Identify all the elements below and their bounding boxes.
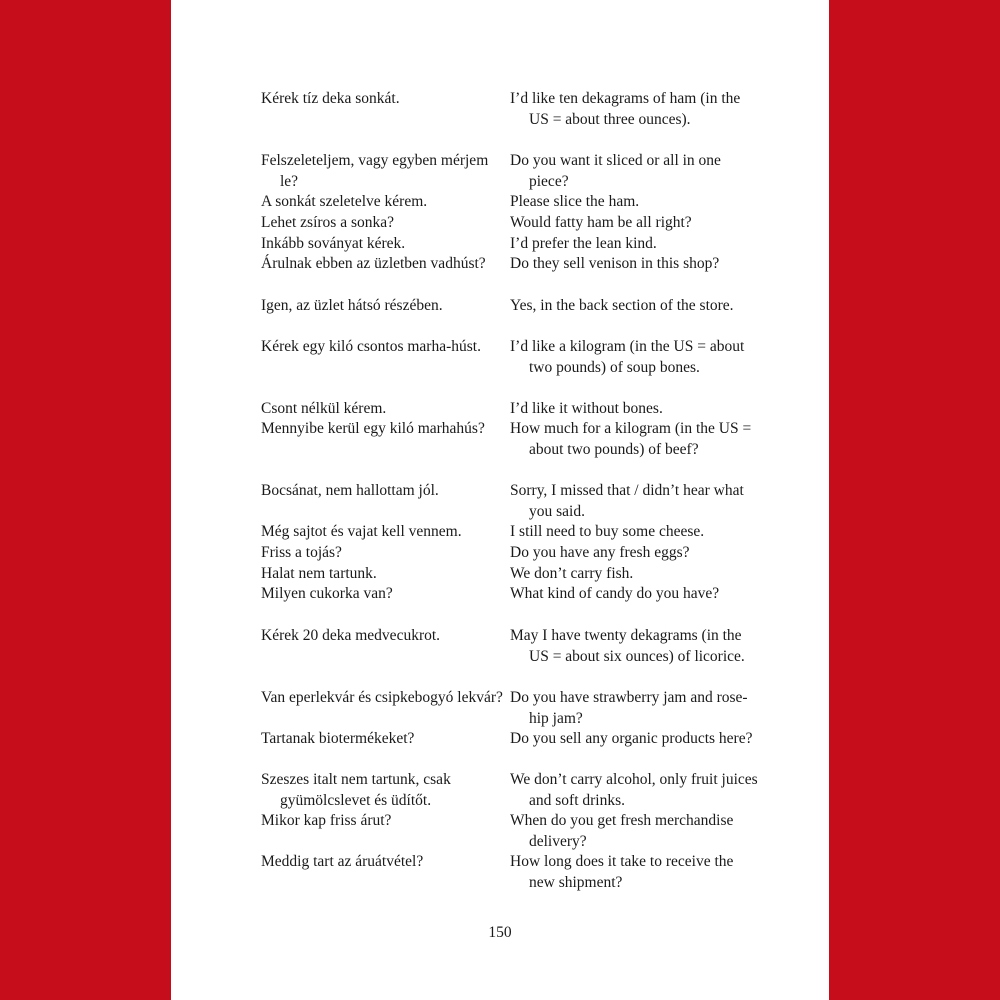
english-translation: Do you have any fresh eggs? xyxy=(510,544,690,561)
english-translation: Do you have strawberry jam and rose-hip jam? xyxy=(510,689,748,727)
hungarian-phrase: Friss a tojás? xyxy=(261,544,342,561)
english-translation: Do you sell any organic products here? xyxy=(510,730,753,747)
hungarian-phrase: A sonkát szeletelve kérem. xyxy=(261,193,428,210)
hungarian-phrase: Tartanak biotermékeket? xyxy=(261,730,415,747)
hungarian-phrase: Mikor kap friss árut? xyxy=(261,812,392,829)
book-page xyxy=(171,0,829,1000)
hungarian-phrase: Meddig tart az áruátvétel? xyxy=(261,853,424,870)
hungarian-phrase: Felszeleteljem, vagy egyben mérjem le? xyxy=(261,152,489,190)
english-translation: Do you want it sliced or all in one piece? xyxy=(510,152,721,190)
hungarian-phrase: Kérek egy kiló csontos marha-húst. xyxy=(261,338,481,355)
hungarian-phrase: Inkább soványat kérek. xyxy=(261,235,406,252)
hungarian-phrase: Van eperlekvár és csipkebogyó lekvár? xyxy=(261,689,503,706)
hungarian-phrase: Mennyibe kerül egy kiló marhahús? xyxy=(261,420,485,437)
hungarian-phrase: Csont nélkül kérem. xyxy=(261,400,387,417)
english-translation: When do you get fresh merchandise delivery? xyxy=(510,812,734,850)
page-number: 150 xyxy=(488,924,512,941)
english-translation: What kind of candy do you have? xyxy=(510,585,720,602)
english-translation: We don’t carry alcohol, only fruit juices and soft drinks. xyxy=(510,771,758,809)
english-translation: How much for a kilogram (in the US = about two pounds) of beef? xyxy=(510,420,752,458)
english-translation: May I have twenty dekagrams (in the US = about six ounces) of licorice. xyxy=(510,627,745,665)
english-translation: How long does it take to receive the new shipment? xyxy=(510,853,734,891)
hungarian-phrase: Halat nem tartunk. xyxy=(261,565,377,582)
english-translation: Yes, in the back section of the store. xyxy=(510,297,734,314)
hungarian-phrase: Igen, az üzlet hátsó részében. xyxy=(261,297,443,314)
hungarian-phrase: Árulnak ebben az üzletben vadhúst? xyxy=(261,255,486,272)
english-translation: Sorry, I missed that / didn’t hear what you said. xyxy=(510,482,744,520)
hungarian-phrase: Kérek tíz deka sonkát. xyxy=(261,90,400,107)
english-translation: Would fatty ham be all right? xyxy=(510,214,692,231)
english-translation: Please slice the ham. xyxy=(510,193,640,210)
english-translation: Do they sell venison in this shop? xyxy=(510,255,720,272)
hungarian-phrase: Bocsánat, nem hallottam jól. xyxy=(261,482,439,499)
hungarian-phrase: Kérek 20 deka medvecukrot. xyxy=(261,627,441,644)
hungarian-phrase: Lehet zsíros a sonka? xyxy=(261,214,394,231)
hungarian-phrase: Milyen cukorka van? xyxy=(261,585,393,602)
english-translation: We don’t carry fish. xyxy=(510,565,634,582)
english-translation: I still need to buy some cheese. xyxy=(510,523,705,540)
english-translation: I’d prefer the lean kind. xyxy=(510,235,657,252)
english-translation: I’d like ten dekagrams of ham (in the US = about three ounces). xyxy=(510,90,741,128)
english-translation: I’d like it without bones. xyxy=(510,400,663,417)
english-translation: I’d like a kilogram (in the US = about two pounds) of soup bones. xyxy=(510,338,745,376)
hungarian-phrase: Szeszes italt nem tartunk, csak gyümölcslevet és üdítőt. xyxy=(261,771,451,809)
hungarian-phrase: Még sajtot és vajat kell vennem. xyxy=(261,523,462,540)
